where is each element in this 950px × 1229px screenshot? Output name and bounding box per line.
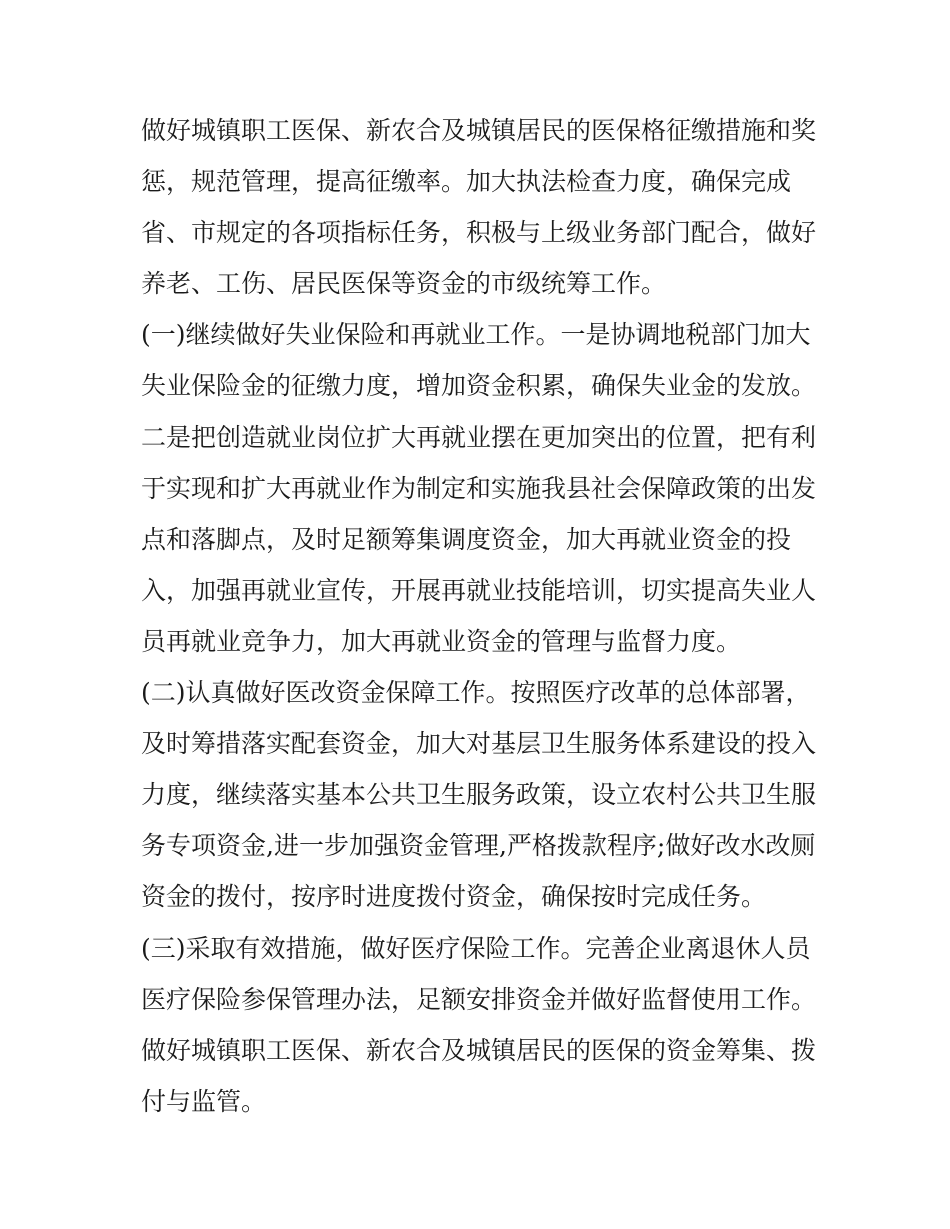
text-line: 做好城镇职工医保、新农合及城镇居民的医保格征缴措施和奖 (141, 116, 817, 145)
text-line: 于实现和扩大再就业作为制定和实施我县社会保障政策的出发 (141, 473, 817, 503)
text-line: 养老、工伤、居民医保等资金的市级统筹工作。 (141, 269, 667, 299)
text-line: 医疗保险参保管理办法，足额安排资金并做好监督使用工作。 (141, 984, 817, 1014)
text-line: (二)认真做好医改资金保障工作。按照医疗改革的总体部署， (141, 678, 811, 708)
text-line: 资金的拨付，按序时进度拨付资金，确保按时完成任务。 (141, 882, 767, 912)
text-line: 惩，规范管理，提高征缴率。加大执法检查力度，确保完成 (141, 167, 792, 197)
text-line: 付与监管。 (141, 1086, 267, 1116)
text-line: 入，加强再就业宣传，开展再就业技能培训，切实提高失业人 (141, 575, 817, 605)
text-line: 做好城镇职工医保、新农合及城镇居民的医保的资金筹集、拨 (141, 1035, 817, 1065)
text-line: 二是把创造就业岗位扩大再就业摆在更加突出的位置，把有利 (141, 422, 817, 452)
text-line: 失业保险金的征缴力度，增加资金积累，确保失业金的发放。 (141, 371, 817, 401)
text-line: 员再就业竞争力，加大再就业资金的管理与监督力度。 (141, 626, 742, 656)
text-line: 及时筹措落实配套资金，加大对基层卫生服务体系建设的投入 (141, 729, 817, 759)
body-text (141, 105, 821, 1127)
text-line: 点和落脚点，及时足额筹集调度资金，加大再就业资金的投 (141, 524, 792, 554)
text-line: (一)继续做好失业保险和再就业工作。一是协调地税部门加大 (141, 320, 811, 350)
text-line: 力度，继续落实基本公共卫生服务政策，设立农村公共卫生服 (141, 780, 817, 810)
text-line: (三)采取有效措施，做好医疗保险工作。完善企业离退休人员 (141, 933, 811, 963)
text-line: 省、市规定的各项指标任务，积极与上级业务部门配合，做好 (141, 218, 817, 248)
text-line: 务专项资金,进一步加强资金管理,严格拨款程序;做好改水改厕 (141, 831, 816, 861)
